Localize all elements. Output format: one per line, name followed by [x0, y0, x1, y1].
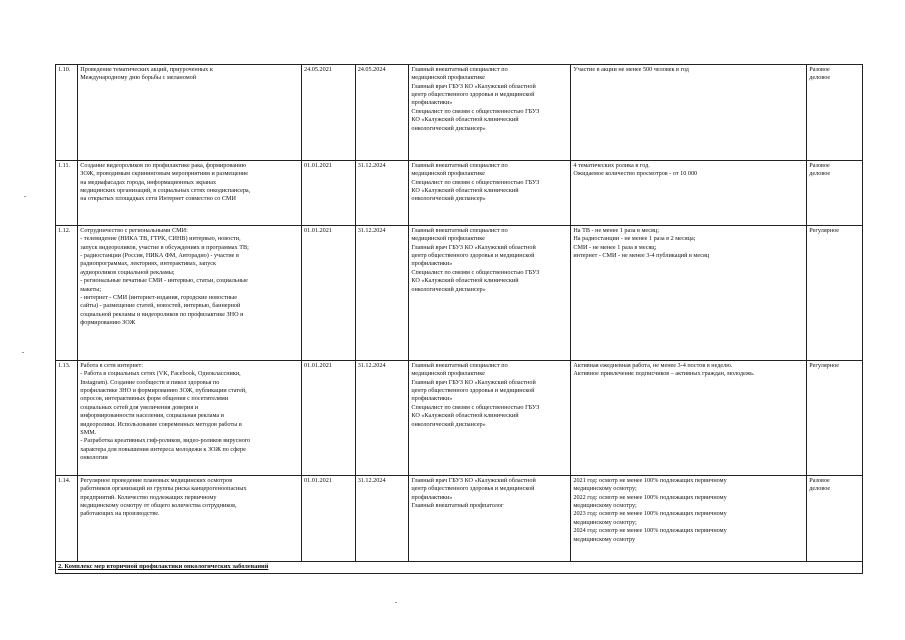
section-header-row: [56, 562, 863, 574]
row-number: 1.11.: [56, 161, 78, 226]
measures-table: [55, 64, 863, 574]
activity-cell: Сотрудничество с региональными СМИ: - телевидение (НИКА ТВ, ГТРК, СИНВ) интервью, новости, запуск видеороликов, участие в обсуждениях и программах ТВ; - радиостанции (Россия, НИКА ФМ, Авторадио) - участие в радиопрограммах, лекториях, интерактивах, запуск аудиороликов социальной рекламы; - региональные печатные СМИ - интервью, статьи, социальные макеты; - интернет - СМИ (интернет-издания, городские новостные сайты) - размещение статей, новостей, интервью, баннерной социальной рекламы и видеороликов по профилактике ЗНО и формированию ЗОЖ: [78, 226, 302, 361]
scan-speck: [24, 196, 26, 197]
periodicity-cell: Разовое деловое: [807, 161, 863, 226]
activity-cell: Работа в сети интернет: - Работа в социальных сетях (VK, Facebook, Одноклассники, Instagram). Создание сообществ и пикол здоровья по профилактике ЗНО и формированию ЗОЖ, публикации статей, опросов, интерактивных форм общения с посетителями социальных сетей для увеличения доверия и информированности населения, социальная реклама и видеоролики. Использование современных методов работы в SMM. - Разработка креативных гиф-роликов, видео-роликов вирусного характера для повышения интереса молодежи к ЗОЖ по сфере онкологии: [78, 361, 302, 476]
row-number: 1.14.: [56, 476, 78, 562]
row-number: 1.12.: [56, 226, 78, 361]
activity-cell: Регулярное проведение плановых медицинских осмотров работников организаций из группы риска канцерогеноопасных предприятий. Количество подлежащих первичному медицинскому осмотру от общего количества сотрудников, работающих на производстве.: [78, 476, 302, 562]
responsible-cell: Главный внештатный специалист по медицинской профилактике Главный врач ГБУЗ КО «Калужский областной центр общественного здоровья и медицинской профилактики» Специалист по связям с общественностью ГБУЗ КО «Калужский областной клинический онкологический диспансер»: [409, 226, 571, 361]
start-date-cell: 01.01.2021: [302, 161, 356, 226]
responsible-cell: Главный внештатный специалист по медицинской профилактике Главный врач ГБУЗ КО «Калужский областной центр общественного здоровья и медицинской профилактики» Специалист по связям с общественностью ГБУЗ КО «Калужский областной клинический онкологический диспансер»: [409, 361, 571, 476]
responsible-cell: Главный внештатный специалист по медицинской профилактике Специалист по связям с общественностью ГБУЗ КО «Калужский областной клинический онкологический диспансер»: [409, 161, 571, 226]
end-date-cell: 24.05.2024: [355, 65, 409, 161]
table-row: [56, 65, 863, 161]
responsible-cell: Главный врач ГБУЗ КО «Калужский областной центр общественного здоровья и медицинской профилактики» Главный внештатный профпатолог: [409, 476, 571, 562]
indicator-cell: На ТВ - не менее 1 раза в месяц; На радиостанции - не менее 1 раза в 2 месяца; СМИ - не менее 1 раза в месяц; интернет - СМИ - не менее 3-4 публикаций в месяц: [571, 226, 807, 361]
end-date-cell: 31.12.2024: [355, 476, 409, 562]
periodicity-cell: Регулярное: [807, 361, 863, 476]
indicator-cell: Участие в акции не менее 500 человек в год: [571, 65, 807, 161]
scan-speck: [22, 352, 24, 353]
periodicity-cell: Разовое деловое: [807, 476, 863, 562]
scan-speck: [395, 602, 397, 603]
table-row: [56, 476, 863, 562]
indicator-cell: Активная ежедневная работа, не менее 3-4 постов в неделю. Активное привлечение подписчиков – активных граждан, молодежь.: [571, 361, 807, 476]
start-date-cell: 01.01.2021: [302, 476, 356, 562]
table-row: [56, 161, 863, 226]
end-date-cell: 31.12.2024: [355, 361, 409, 476]
activity-cell: Проведение тематических акций, приуроченных к Международному дню борьбы с меланомой: [78, 65, 302, 161]
row-number: 1.10.: [56, 65, 78, 161]
responsible-cell: Главный внештатный специалист по медицинской профилактике Главный врач ГБУЗ КО «Калужский областной центр общественного здоровья и медицинской профилактики» Специалист по связям с общественностью ГБУЗ КО «Калужский областной клинический онкологический диспансер»: [409, 65, 571, 161]
row-number: 1.13.: [56, 361, 78, 476]
table-row: [56, 361, 863, 476]
periodicity-cell: Разовое деловое: [807, 65, 863, 161]
periodicity-cell: Регулярное: [807, 226, 863, 361]
table-row: [56, 226, 863, 361]
section-title: 2. Комплекс мер вторичной профилактики онкологических заболеваний: [56, 562, 863, 574]
start-date-cell: 24.05.2021: [302, 65, 356, 161]
activity-cell: Создание видеороликов по профилактике рака, формированию ЗОЖ, проводимым скрининговым мероприятиям и размещение на медиафасадах города, информационных экранах медицинских организаций, в социальных сетях онкодиспансера, на открытых площадках сети Интернет совместно со СМИ: [78, 161, 302, 226]
indicator-cell: 4 тематических ролика в год. Ожидаемое количество просмотров - от 10 000: [571, 161, 807, 226]
end-date-cell: 31.12.2024: [355, 161, 409, 226]
start-date-cell: 01.01.2021: [302, 226, 356, 361]
indicator-cell: 2021 год: осмотр не менее 100% подлежащих первичному медицинскому осмотру; 2022 год: осмотр не менее 100% подлежащих первичному медицинскому осмотру; 2023 год: осмотр не менее 100% подлежащих первичному медицинскому осмотру; 2024 год: осмотр не менее 100% подлежащих первичному медицинскому осмотру: [571, 476, 807, 562]
start-date-cell: 01.01.2021: [302, 361, 356, 476]
end-date-cell: 31.12.2024: [355, 226, 409, 361]
